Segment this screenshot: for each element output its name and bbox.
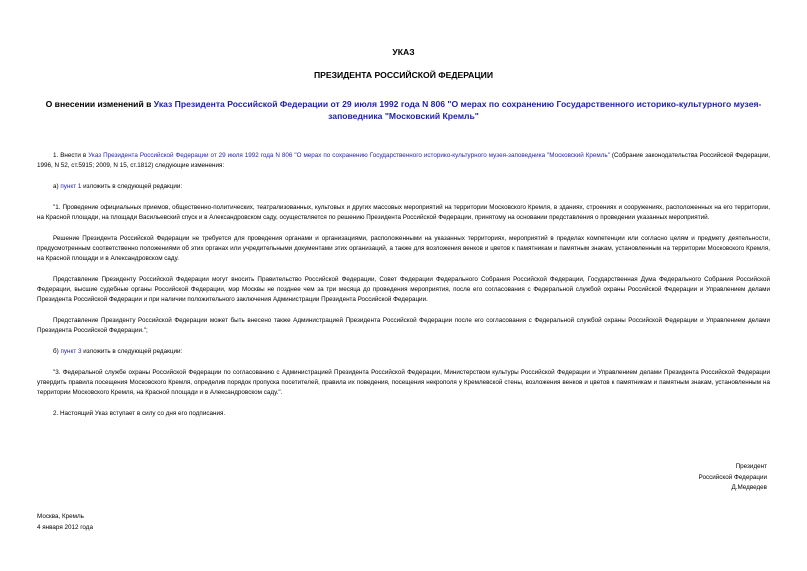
paragraph-7-suffix: изложить в следующей редакции: xyxy=(81,348,183,355)
paragraph-4: Решение Президента Российской Федерации не требуется для проведения органами и организациями, расположенными на указанных территориях, мероприятий в пределах компетенции или согласно целям и предмету деятельности, предусмотренным соответственно положениями об этих органах или учредительными документами этих организаций, а также для возложения венков и цветов к памятникам и памятным знакам, установленным на территории Московского Кремля, на Красной площади и в Александровском саду. xyxy=(37,235,770,262)
decree-issuer: ПРЕЗИДЕНТА РОССИЙСКОЙ ФЕДЕРАЦИИ xyxy=(313,70,494,80)
paragraph-5: Представление Президенту Российской Федерации могут вносить Правительство Российской Федерации, Совет Федерации Федерального Собрания Российской Федерации, Государственная Дума Федерального Собрания Российской Федерации, высшие судебные органы Российской Федерации, мэр Москвы не позднее чем за три месяца до проведения мероприятия, после его согласования с Федеральной службой охраны Российской Федерации и Управлением делами Президента Российской Федерации и при наличии положительного заключения Администрации Президента Российской Федерации. xyxy=(37,276,770,303)
decree-subject-prefix: О внесении изменений в xyxy=(45,99,154,109)
place-date-block xyxy=(37,512,93,533)
paragraph-2-suffix: изложить в следующей редакции: xyxy=(81,183,183,190)
decree-body xyxy=(37,151,770,419)
signature-line-3: Д.Медведев xyxy=(731,484,767,491)
paragraph-7-link[interactable]: пункт 3 xyxy=(60,348,82,355)
date-line: 4 января 2012 года xyxy=(37,523,93,531)
paragraph-1-suffix: (Собрание законодательства Российской Федерации, 1996, N 52, ст.5915; 2009, N 15, ст.1812) следующие изменения: xyxy=(37,152,770,169)
paragraph-1-prefix: 1. Внести в xyxy=(53,152,89,159)
paragraph-6: Представление Президенту Российской Федерации может быть внесено также Администрацией Президента Российской Федерации после его согласования с Федеральной службой охраны Российской Федерации и Управлением делами Президента Российской Федерации."; xyxy=(37,317,770,334)
signature-block xyxy=(699,462,767,494)
paragraph-8: "3. Федеральной службе охраны Российской Федерации по согласованию с Администрацией Президента Российской Федерации, Министерством культуры Российской Федерации и Управлением делами Президента Российской Федерации утвердить правила посещения Московского Кремля, определив порядок пропуска посетителей, правила их поведения, посещения некрополя у Кремлевской стены, возложения венков и цветов к памятникам и памятным знакам, установленным на территории Московского Кремля, на Красной площади и в Александровском саду.". xyxy=(37,369,770,396)
paragraph-1-link[interactable]: Указ Президента Российской Федерации от 29 июля 1992 года N 806 "О мерах по сохранению Государственного историко-культурного музея-заповедника "Московский Кремль" xyxy=(88,152,610,159)
decree-title: УКАЗ xyxy=(392,47,415,57)
paragraph-1 xyxy=(37,151,770,171)
signature-line-2: Российской Федерации xyxy=(698,473,767,481)
paragraph-7-prefix: б) xyxy=(53,348,61,355)
decree-subject xyxy=(40,98,767,122)
paragraph-2-prefix: а) xyxy=(53,183,61,190)
place-line: Москва, Кремль xyxy=(37,513,84,520)
paragraph-7 xyxy=(37,347,770,357)
paragraph-9: 2. Настоящий Указ вступает в силу со дня его подписания. xyxy=(53,410,226,417)
paragraph-3: "1. Проведение официальных приемов, общественно-политических, театрализованных, культовых и других массовых мероприятий на территории Московского Кремля, в зданиях, строениях и сооружениях, расположенных на его территории, на Красной площади, на площади Васильевский спуск и в Александровском саду, осуществляется по решению Президента Российской Федерации, принятому на основании представления о проведении указанных мероприятий. xyxy=(37,204,770,221)
decree-subject-link[interactable]: Указ Президента Российской Федерации от 29 июля 1992 года N 806 "О мерах по сохранению Государственного историко-культурного музея-заповедника "Московский Кремль" xyxy=(153,99,762,121)
paragraph-2-link[interactable]: пункт 1 xyxy=(60,183,82,190)
signature-line-1: Президент xyxy=(735,463,767,470)
paragraph-2 xyxy=(37,182,770,192)
